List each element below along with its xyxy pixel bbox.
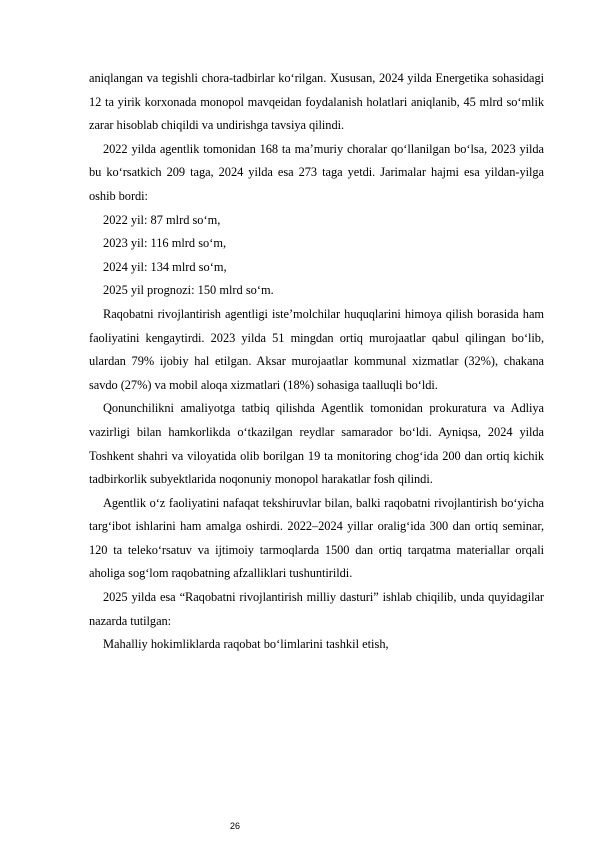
list-item: Mahalliy hokimliklarda raqobat bo‘limlarini tashkil etish, — [103, 637, 389, 652]
list-item: 2023 yil: 116 mlrd so‘m, — [103, 236, 227, 251]
list-item: 2025 yil prognozi: 150 mlrd so‘m. — [103, 283, 274, 298]
paragraph-promotion: Agentlik o‘z faoliyatini nafaqat tekshiruvlar bilan, balki raqobatni rivojlantirish bo‘yicha targ‘ibot ishlarini ham amalga oshirdi. 2022–2024 yillar oralig‘ida 300 dan ortiq seminar, 120 ta teleko‘rsatuv va ijtimoiy tarmoqlarda 1500 dan ortiq tarqatma materiallar orqali aholiga sog‘lom raqobatning afzalliklari tushuntirildi. — [89, 495, 544, 581]
paragraph-national-program: 2025 yilda esa “Raqobatni rivojlantirish milliy dasturi” ishlab chiqilib, unda quyidagilar nazarda tutilgan: — [89, 590, 544, 628]
program-list — [89, 633, 544, 657]
fines-list — [89, 209, 544, 303]
paragraph-consumer-rights: Raqobatni rivojlantirish agentligi iste’molchilar huquqlarini himoya qilish borasida ham faoliyatini kengaytirdi. 2023 yilda 51 mingdan ortiq murojaatlar qabul qilingan bo‘lib, ulardan 79% ijobiy hal etilgan. Aksar murojaatlar kommunal xizmatlar (32%), chakana savdo (27%) va mobil aloqa xizmatlari (18%) sohasiga taalluqli bo‘ldi. — [89, 306, 544, 392]
paragraph-law-enforcement: Qonunchilikni amaliyotga tatbiq qilishda Agentlik tomonidan prokuratura va Adliya vazirligi bilan hamkorlikda o‘tkazilgan reydlar samarador bo‘ldi. Ayniqsa, 2024 yilda Toshkent shahri va viloyatida olib borilgan 19 ta monitoring chog‘ida 200 dan ortiq kichik tadbirkorlik subyektlarida noqonuniy monopol harakatlar fosh qilindi. — [89, 401, 544, 487]
page-number: 26 — [230, 821, 241, 831]
list-item: 2024 yil: 134 mlrd so‘m, — [103, 259, 227, 274]
paragraph-continuation: aniqlangan va tegishli chora-tadbirlar ko‘rilgan. Xususan, 2024 yilda Energetika sohasidagi 12 ta yirik korxonada monopol mavqeidan foydalanish holatlari aniqlanib, 45 mlrd so‘mlik zarar hisoblab chiqildi va undirishga tavsiya qilindi. — [89, 71, 544, 133]
list-item: 2022 yil: 87 mlrd so‘m, — [103, 212, 221, 227]
page-body — [89, 67, 544, 657]
paragraph-administrative-measures: 2022 yilda agentlik tomonidan 168 ta ma’muriy choralar qo‘llanilgan bo‘lsa, 2023 yilda bu ko‘rsatkich 209 taga, 2024 yilda esa 273 taga yetdi. Jarimalar hajmi esa yildan-yilga oshib bordi: — [89, 141, 544, 203]
